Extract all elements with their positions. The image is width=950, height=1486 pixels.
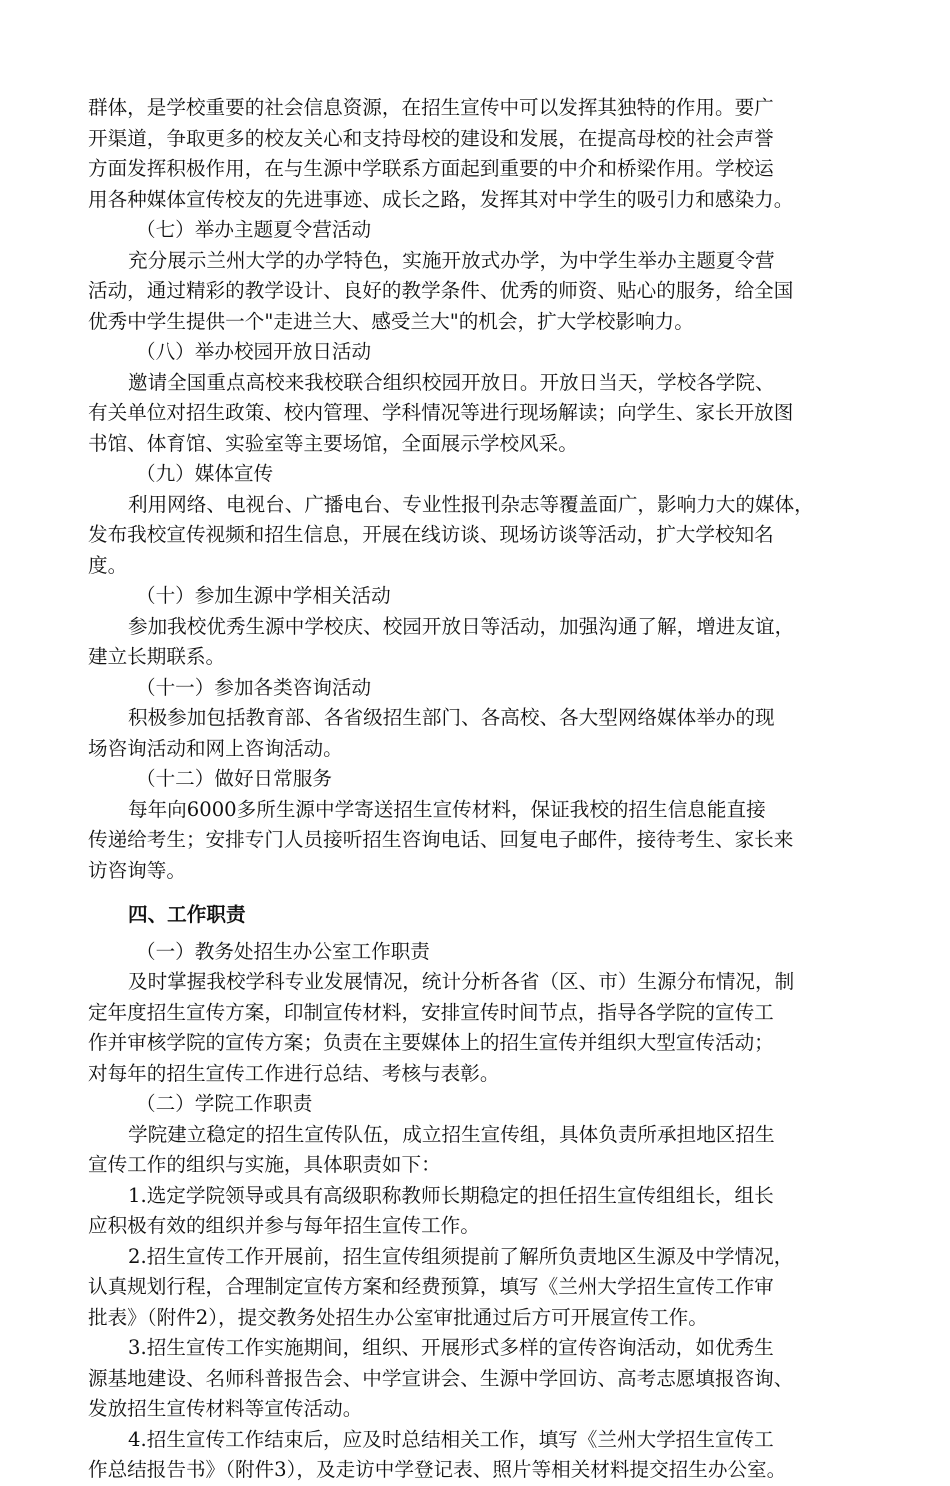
text-line: （十）参加生源中学相关活动 bbox=[136, 584, 391, 607]
text-line: 优秀中学生提供一个"走进兰大、感受兰大"的机会，扩大学校影响力。 bbox=[88, 309, 694, 333]
text-line: （一）教务处招生办公室工作职责 bbox=[136, 939, 430, 963]
text-line: 作并审核学院的宣传方案；负责在主要媒体上的招生宣传并组织大型宣传活动； bbox=[88, 1031, 774, 1054]
text-line: 作总结报告书》（附件3），及走访中学登记表、照片等相关材料提交招生办公室。 bbox=[88, 1458, 787, 1481]
text-line: 对每年的招生宣传工作进行总结、考核与表彰。 bbox=[88, 1061, 500, 1085]
subsection-heading bbox=[88, 215, 878, 246]
text-line: （十一）参加各类咨询活动 bbox=[136, 675, 372, 699]
text-line: 访咨询等。 bbox=[88, 858, 186, 882]
text-line: 开渠道，争取更多的校友关心和支持母校的建设和发展，在提高母校的社会声誉 bbox=[88, 126, 774, 150]
paragraph bbox=[88, 1425, 878, 1486]
document-body bbox=[88, 93, 878, 1486]
text-line: 建立长期联系。 bbox=[88, 645, 226, 668]
text-line: 批表》（附件2），提交教务处招生办公室审批通过后方可开展宣传工作。 bbox=[88, 1305, 708, 1329]
text-line: 传递给考生；安排专门人员接听招生咨询电话、回复电子邮件，接待考生、家长来 bbox=[88, 828, 794, 851]
paragraph bbox=[88, 612, 878, 673]
paragraph bbox=[88, 1181, 878, 1242]
text-line: 用各种媒体宣传校友的先进事迹、成长之路，发挥其对中学生的吸引力和感染力。 bbox=[88, 187, 794, 211]
text-line: （九）媒体宣传 bbox=[136, 462, 274, 485]
text-line: （二）学院工作职责 bbox=[136, 1092, 313, 1115]
text-line: 方面发挥积极作用，在与生源中学联系方面起到重要的中介和桥梁作用。学校运 bbox=[88, 157, 774, 180]
section-gap bbox=[88, 886, 878, 900]
text-line: 3.招生宣传工作实施期间，组织、开展形式多样的宣传咨询活动，如优秀生 bbox=[128, 1336, 774, 1359]
paragraph bbox=[88, 703, 878, 764]
paragraph bbox=[88, 1242, 878, 1334]
paragraph bbox=[88, 490, 878, 582]
text-line: 源基地建设、名师科普报告会、中学宣讲会、生源中学回访、高考志愿填报咨询、 bbox=[88, 1366, 794, 1390]
text-line: 1.选定学院领导或具有高级职称教师长期稳定的担任招生宣传组组长，组长 bbox=[128, 1183, 774, 1207]
text-line: 活动，通过精彩的教学设计、良好的教学条件、优秀的师资、贴心的服务，给全国 bbox=[88, 279, 794, 302]
paragraph bbox=[88, 795, 878, 887]
text-line: 应积极有效的组织并参与每年招生宣传工作。 bbox=[88, 1214, 480, 1237]
subsection-heading bbox=[88, 937, 878, 968]
text-line: 充分展示兰州大学的办学特色，实施开放式办学，为中学生举办主题夏令营 bbox=[128, 248, 775, 272]
paragraph bbox=[88, 246, 878, 338]
text-line: 利用网络、电视台、广播电台、专业性报刊杂志等覆盖面广，影响力大的媒体， bbox=[128, 492, 814, 516]
subsection-heading bbox=[88, 459, 878, 490]
text-line: 参加我校优秀生源中学校庆、校园开放日等活动，加强沟通了解，增进友谊， bbox=[128, 614, 795, 638]
text-line: 每年向6000多所生源中学寄送招生宣传材料，保证我校的招生信息能直接 bbox=[128, 797, 766, 821]
text-line: 2.招生宣传工作开展前，招生宣传组须提前了解所负责地区生源及中学情况， bbox=[128, 1244, 794, 1268]
paragraph bbox=[88, 368, 878, 460]
text-line: 邀请全国重点高校来我校联合组织校园开放日。开放日当天，学校各学院、 bbox=[128, 370, 775, 394]
text-line: 及时掌握我校学科专业发展情况，统计分析各省（区、市）生源分布情况，制 bbox=[128, 970, 795, 993]
text-line: 书馆、体育馆、实验室等主要场馆，全面展示学校风采。 bbox=[88, 431, 578, 455]
paragraph bbox=[88, 93, 878, 215]
text-line: 四、工作职责 bbox=[128, 903, 246, 926]
text-line: （十二）做好日常服务 bbox=[136, 767, 332, 790]
section-heading bbox=[88, 900, 878, 931]
text-line: 认真规划行程，合理制定宣传方案和经费预算，填写《兰州大学招生宣传工作审 bbox=[88, 1275, 774, 1298]
text-line: 定年度招生宣传方案，印制宣传材料，安排宣传时间节点，指导各学院的宣传工 bbox=[88, 1000, 774, 1024]
subsection-heading bbox=[88, 1089, 878, 1120]
text-line: （八）举办校园开放日活动 bbox=[136, 340, 372, 363]
text-line: 场咨询活动和网上咨询活动。 bbox=[88, 736, 343, 760]
text-line: （七）举办主题夏令营活动 bbox=[136, 218, 372, 241]
text-line: 宣传工作的组织与实施，具体职责如下： bbox=[88, 1153, 441, 1176]
paragraph bbox=[88, 1120, 878, 1181]
subsection-heading bbox=[88, 337, 878, 368]
text-line: 发布我校宣传视频和招生信息，开展在线访谈、现场访谈等活动，扩大学校知名 bbox=[88, 523, 774, 546]
paragraph bbox=[88, 967, 878, 1089]
text-line: 4.招生宣传工作结束后，应及时总结相关工作，填写《兰州大学招生宣传工 bbox=[128, 1427, 774, 1451]
text-line: 学院建立稳定的招生宣传队伍，成立招生宣传组，具体负责所承担地区招生 bbox=[128, 1122, 775, 1146]
text-line: 有关单位对招生政策、校内管理、学科情况等进行现场解读；向学生、家长开放图 bbox=[88, 401, 794, 424]
text-line: 积极参加包括教育部、各省级招生部门、各高校、各大型网络媒体举办的现 bbox=[128, 706, 775, 729]
text-line: 群体，是学校重要的社会信息资源，在招生宣传中可以发挥其独特的作用。要广 bbox=[88, 96, 774, 119]
text-line: 发放招生宣传材料等宣传活动。 bbox=[88, 1397, 363, 1420]
subsection-heading bbox=[88, 673, 878, 704]
text-line: 度。 bbox=[88, 553, 128, 577]
subsection-heading bbox=[88, 764, 878, 795]
subsection-heading bbox=[88, 581, 878, 612]
paragraph bbox=[88, 1333, 878, 1425]
